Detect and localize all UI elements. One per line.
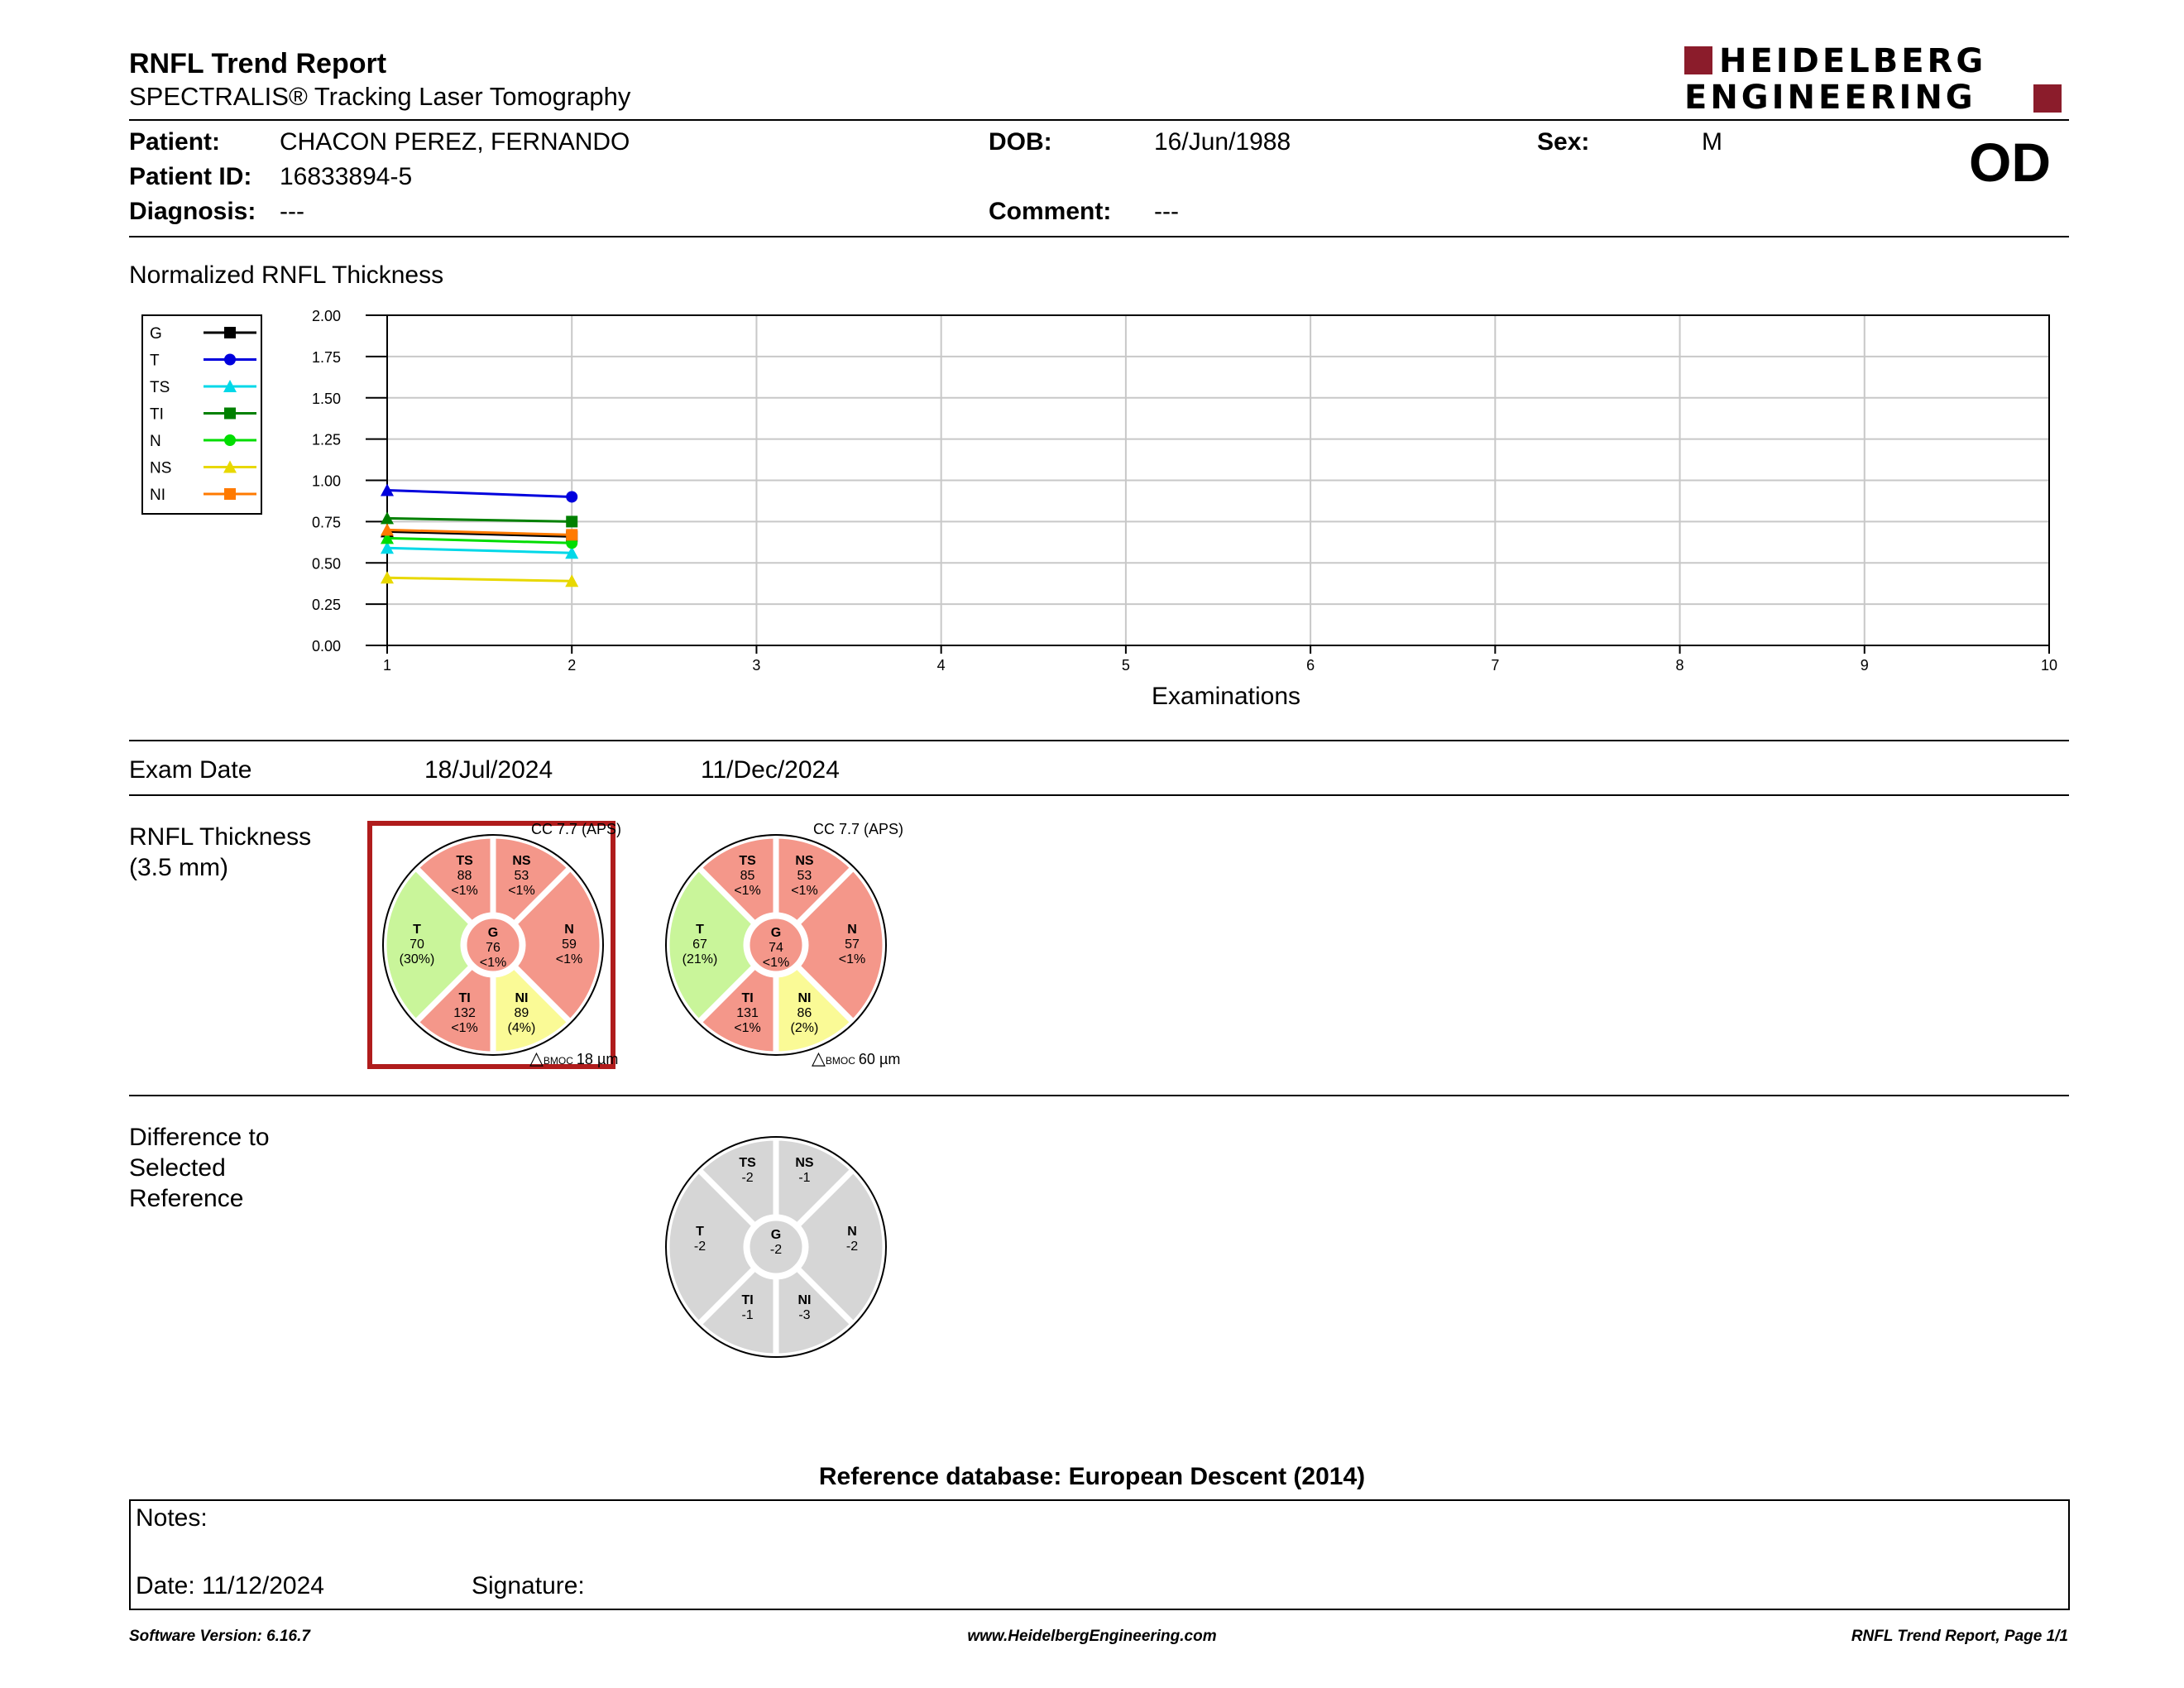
sector-pct-ns: <1% [508,883,535,898]
x-tick-label: 9 [1860,657,1869,674]
x-tick-label: 3 [752,657,761,674]
footer-page: RNFL Trend Report, Page 1/1 [1851,1628,2068,1645]
y-tick-label: 1.00 [311,472,341,490]
sector-pct-ni: (4%) [507,1021,536,1036]
exam-date-2: 11/Dec/2024 [701,756,840,784]
sector-label-g: G [770,1228,782,1242]
x-axis-label: Examinations [1151,683,1301,710]
sector-value-n: 57 [845,938,860,952]
sector-label-ns: NS [795,1155,814,1170]
y-tick-label: 0.50 [311,555,341,573]
dob-label: DOB: [989,128,1052,156]
legend-label-t: T [150,352,160,370]
sector-label-n: N [847,923,857,937]
legend-label-ti: TI [150,405,164,424]
sector-pct-t: (21%) [682,952,718,966]
sector-label-t: T [696,1225,704,1239]
sector-label-ts: TS [739,853,756,868]
x-tick-label: 4 [936,657,946,674]
x-tick-label: 2 [568,657,577,674]
sector-label-ns: NS [795,853,814,868]
sector-value-ns: -1 [798,1170,811,1185]
sector-value-t: 67 [692,938,707,952]
sector-value-t: -2 [693,1240,706,1254]
cc-label-exam1: CC 7.7 (APS) [531,821,622,837]
legend-label-ts: TS [150,379,170,396]
rnfl-label-line1: RNFL Thickness [129,823,312,851]
logo-text-line1: HEIDELBERG [1719,42,1987,80]
y-tick-label: 0.00 [311,638,341,655]
sector-value-g: -2 [769,1243,783,1257]
bmoc-value: 60 µm [858,1051,901,1067]
exam-date-1: 18/Jul/2024 [424,756,553,784]
patient-label: Patient: [129,128,221,156]
sector-label-ti: TI [458,991,471,1006]
sector-label-g: G [770,926,782,940]
comment-label: Comment: [989,198,1112,225]
legend-label-ns: NS [150,459,172,477]
eye-indicator: OD [1969,132,2051,193]
comment-value: --- [1154,198,1179,225]
sector-value-ts: 88 [457,868,472,883]
report-title: RNFL Trend Report [129,48,387,79]
patient-id-label: Patient ID: [129,163,252,190]
sector-label-ni: NI [797,1293,812,1308]
sector-label-n: N [564,923,574,937]
sector-value-t: 70 [410,938,424,952]
delta-icon: △ [529,1048,544,1068]
notes-box [129,1499,2070,1610]
sector-value-ti: -1 [741,1308,754,1323]
report-subtitle: SPECTRALIS® Tracking Laser Tomography [129,82,631,111]
signature-label: Signature: [472,1572,585,1599]
bmoc-prefix: BMOC [543,1055,573,1067]
sector-pct-ti: <1% [451,1021,478,1036]
sector-pct-n: <1% [555,952,583,966]
delta-icon: △ [812,1048,826,1068]
sector-value-ni: 86 [797,1006,812,1021]
sector-label-t: T [413,923,421,937]
sector-value-ns: 53 [797,868,812,883]
sector-value-n: -2 [845,1240,859,1254]
y-tick-label: 1.50 [311,390,341,407]
dob-value: 16/Jun/1988 [1154,128,1291,156]
chart-section-title: Normalized RNFL Thickness [129,261,444,289]
sector-pct-g: <1% [479,956,507,970]
exam-date-label: Exam Date [129,756,252,784]
bmoc-value: 18 µm [576,1051,619,1067]
sector-value-ts: -2 [741,1170,754,1185]
sex-label: Sex: [1537,128,1590,156]
sector-value-ti: 131 [736,1006,759,1021]
sector-label-ns: NS [512,853,531,868]
legend-label-n: N [150,433,161,450]
sector-label-ni: NI [797,991,812,1006]
x-tick-label: 5 [1121,657,1130,674]
sector-pct-ti: <1% [734,1021,761,1036]
y-tick-label: 1.75 [311,348,341,366]
legend-label-ni: NI [150,487,165,504]
sector-pct-t: (30%) [399,952,435,966]
sector-value-ns: 53 [514,868,529,883]
sector-label-ti: TI [741,1293,754,1308]
rnfl-label-line2: (3.5 mm) [129,854,228,881]
sector-label-ni: NI [515,991,529,1006]
reference-database: Reference database: European Descent (2014) [818,1463,1366,1490]
sector-value-ts: 85 [740,868,755,883]
y-tick-label: 0.75 [311,514,341,531]
difference-label-line3: Reference [129,1185,244,1212]
sector-value-ti: 132 [453,1006,476,1021]
y-tick-label: 1.25 [311,431,341,448]
diagnosis-label: Diagnosis: [129,198,256,225]
sector-pct-ns: <1% [791,883,818,898]
y-tick-label: 2.00 [311,308,341,324]
logo-text-line2: ENGINEERING [1684,79,1976,117]
sector-pct-g: <1% [762,956,790,970]
x-tick-label: 6 [1306,657,1315,674]
x-tick-label: 8 [1675,657,1684,674]
footer-software-version: Software Version: 6.16.7 [129,1628,310,1645]
sector-label-n: N [847,1225,857,1239]
sector-label-g: G [487,926,499,940]
sector-value-g: 76 [486,941,500,955]
sector-value-n: 59 [562,938,577,952]
sex-value: M [1702,128,1722,156]
cc-label-exam2: CC 7.7 (APS) [813,821,904,837]
legend-label-g: G [150,325,162,343]
sector-pct-n: <1% [838,952,866,966]
x-tick-label: 1 [382,657,392,674]
sector-label-ts: TS [456,853,473,868]
footer-website[interactable]: www.HeidelbergEngineering.com [967,1628,1217,1645]
sector-label-t: T [696,923,704,937]
patient-id: 16833894-5 [280,163,413,190]
sector-pct-ts: <1% [734,883,761,898]
sector-value-ni: -3 [798,1308,811,1323]
sector-value-ni: 89 [514,1006,529,1021]
diagnosis-value: --- [280,198,304,225]
notes-label: Notes: [136,1504,208,1532]
sector-value-g: 74 [769,941,783,955]
sector-pct-ni: (2%) [790,1021,819,1036]
sector-label-ts: TS [739,1155,756,1170]
y-tick-label: 0.25 [311,597,341,614]
difference-label-line2: Selected [129,1154,226,1182]
sector-pct-ts: <1% [451,883,478,898]
sector-label-ti: TI [741,991,754,1006]
bmoc-prefix: BMOC [825,1055,855,1067]
patient-name: CHACON PEREZ, FERNANDO [280,128,630,156]
difference-label-line1: Difference to [129,1124,270,1151]
notes-date: Date: 11/12/2024 [136,1572,324,1599]
x-tick-label: 10 [2040,657,2058,674]
x-tick-label: 7 [1491,657,1500,674]
